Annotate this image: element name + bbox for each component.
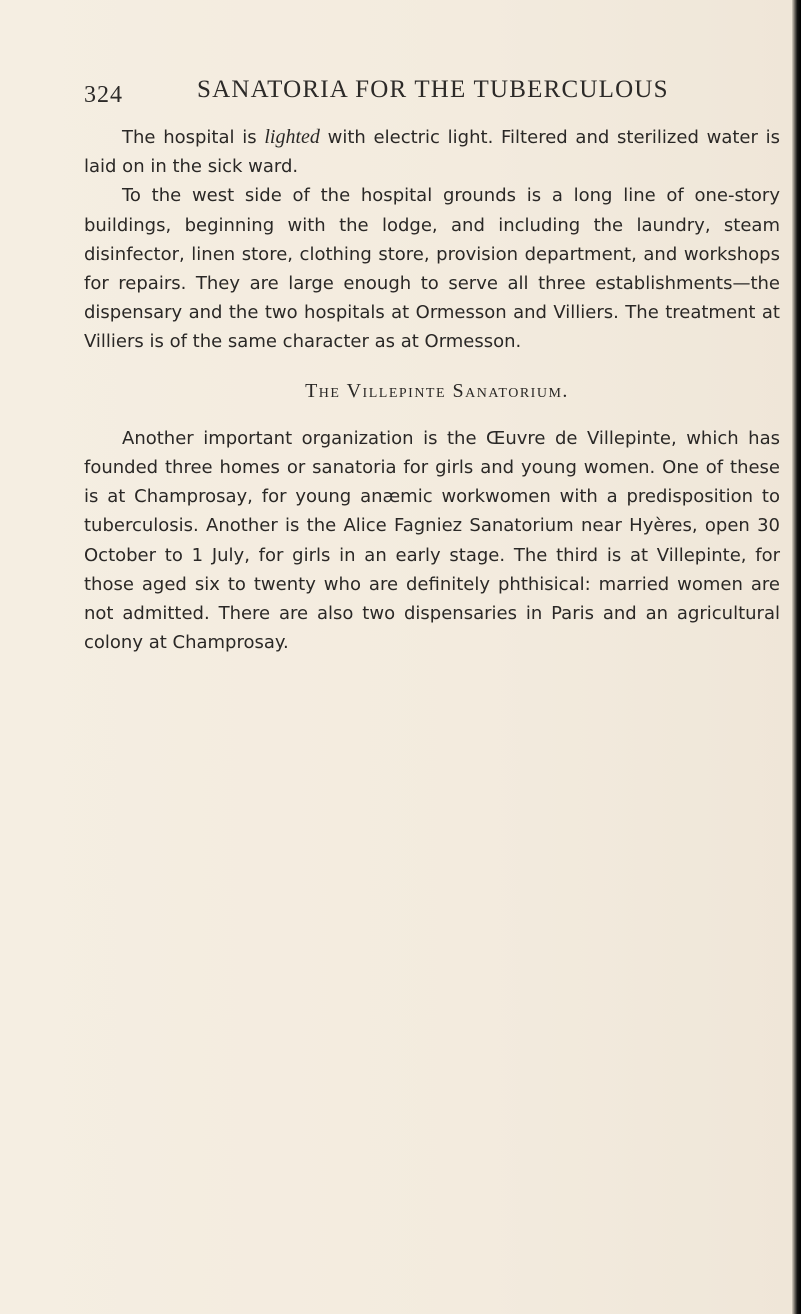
italic-word: lighted	[264, 126, 320, 148]
page-number: 324	[84, 82, 123, 108]
running-head-title: SANATORIA FOR THE TUBERCULOUS	[197, 76, 669, 103]
paragraph-text: with electric light. Filtered and sterilized water is laid on in the sick ward.	[84, 127, 780, 178]
page-edge-shadow	[792, 0, 801, 1314]
body-text	[84, 123, 780, 657]
section-heading: The Villepinte Sanatorium.	[305, 379, 569, 402]
paragraph-hospital-lighting	[84, 123, 780, 181]
paragraph-text: The hospital is	[122, 127, 265, 148]
running-head	[84, 76, 724, 112]
paragraph-west-buildings: To the west side of the hospital grounds is a long line of one-story buildings, beginning with the lodge, and including the laundry, steam disinfector, linen store, clothing store, provision department, and workshops for repairs. They are large enough to serve all three establishments—the dispensary and the two hospitals at Ormesson and Villiers. The treatment at Villiers is of the same character as at Ormesson.	[84, 185, 780, 353]
paragraph-villepinte: Another important organization is the Œuvre de Villepinte, which has founded three homes or sanatoria for girls and young women. One of these is at Champrosay, for young anæmic workwomen with a predisposition to tuberculosis. Another is the Alice Fagniez Sanatorium near Hyères, open 30 October to 1 July, for girls in an early stage. The third is at Villepinte, for those aged six to twenty who are definitely phthisical: married women are not admitted. There are also two dispensaries in Paris and an agricultural colony at Champrosay.	[84, 427, 780, 654]
